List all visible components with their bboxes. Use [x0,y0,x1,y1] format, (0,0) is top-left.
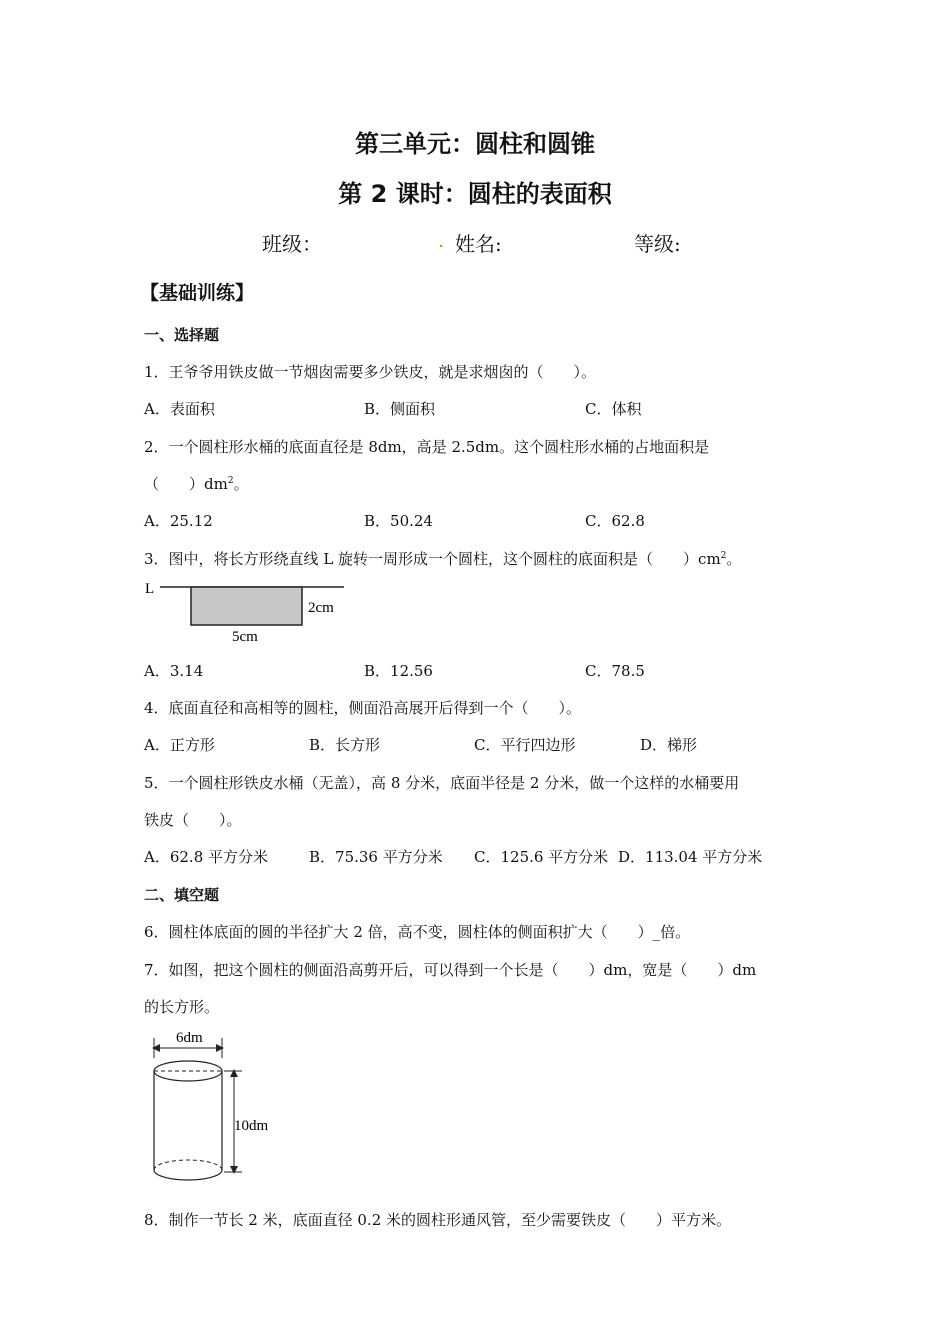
height-label: 10dm [234,1118,269,1134]
cylinder-figure [140,1028,290,1188]
question-2-line2: （ ）$dm^2$。 [144,475,249,493]
q4-option-c: C．平行四边形 [474,736,576,754]
question-6: 6．圆柱体底面的圆的半径扩大 2 倍，高不变，圆柱体的侧面积扩大（ ）_倍。 [144,923,691,941]
question-1: 1．王爷爷用铁皮做一节烟囱需要多少铁皮，就是求烟囱的（ ）。 [144,363,597,381]
lesson-title: 第 2 课时：圆柱的表面积 [338,180,612,208]
height-label: 2cm [308,600,334,616]
grade-label: 等级: [634,232,681,256]
q2-option-b: B．50.24 [364,512,433,530]
question-5-line1: 5．一个圆柱形铁皮水桶（无盖），高 8 分米，底面半径是 2 分米，做一个这样的水桶要用 [144,774,740,792]
line-label: L [145,581,155,597]
bottom-front-arc [154,1170,222,1180]
shaded-rectangle [191,587,302,625]
q3-option-c: C．78.5 [585,662,645,680]
q2-option-a: A．25.12 [144,512,213,530]
part1-heading: 一、选择题 [144,326,220,344]
name-label: 姓名: [455,232,502,256]
class-label: 班级： [262,232,322,256]
question-7-line2: 的长方形。 [144,998,220,1016]
q4-option-b: B．长方形 [309,736,381,754]
width-label: 5cm [232,629,258,645]
question-3: 3．图中，将长方形绕直线 L 旋转一周形成一个圆柱，这个圆柱的底面积是（ ）$cm^2$。 [144,550,742,568]
separator-dot: . [438,228,445,252]
section-title: 【基础训练】 [140,282,255,304]
question-2-line1: 2．一个圆柱形水桶的底面直径是 8dm，高是 2.5dm。这个圆柱形水桶的占地面积是 [144,438,710,456]
bottom-back-arc [154,1160,222,1170]
diameter-label: 6dm [176,1030,203,1046]
rectangle-rotation-figure [140,576,360,648]
question-8: 8．制作一节长 2 米，底面直径 0.2 米的圆柱形通风管，至少需要铁皮（ ）平方米。 [144,1211,732,1229]
question-4: 4．底面直径和高相等的圆柱，侧面沿高展开后得到一个（ ）。 [144,699,582,717]
q1-option-a: A．表面积 [144,400,215,418]
unit-title: 第三单元：圆柱和圆锥 [355,130,595,158]
q5-option-d: D．113.04 平方分米 [618,848,763,866]
q4-option-d: D．梯形 [640,736,698,754]
question-7-line1: 7．如图，把这个圆柱的侧面沿高剪开后，可以得到一个长是（ ）dm，宽是（ ）dm [144,961,757,979]
part2-heading: 二、填空题 [144,886,220,904]
q5-option-a: A．62.8 平方分米 [144,848,268,866]
q1-option-b: B．侧面积 [364,400,436,418]
q4-option-a: A．正方形 [144,736,215,754]
q5-option-c: C．125.6 平方分米 [474,848,609,866]
question-5-line2: 铁皮（ ）。 [144,811,242,829]
q1-option-c: C．体积 [585,400,642,418]
q3-option-b: B．12.56 [364,662,433,680]
q3-option-a: A．3.14 [144,662,204,680]
q2-option-c: C．62.8 [585,512,645,530]
q5-option-b: B．75.36 平方分米 [309,848,443,866]
